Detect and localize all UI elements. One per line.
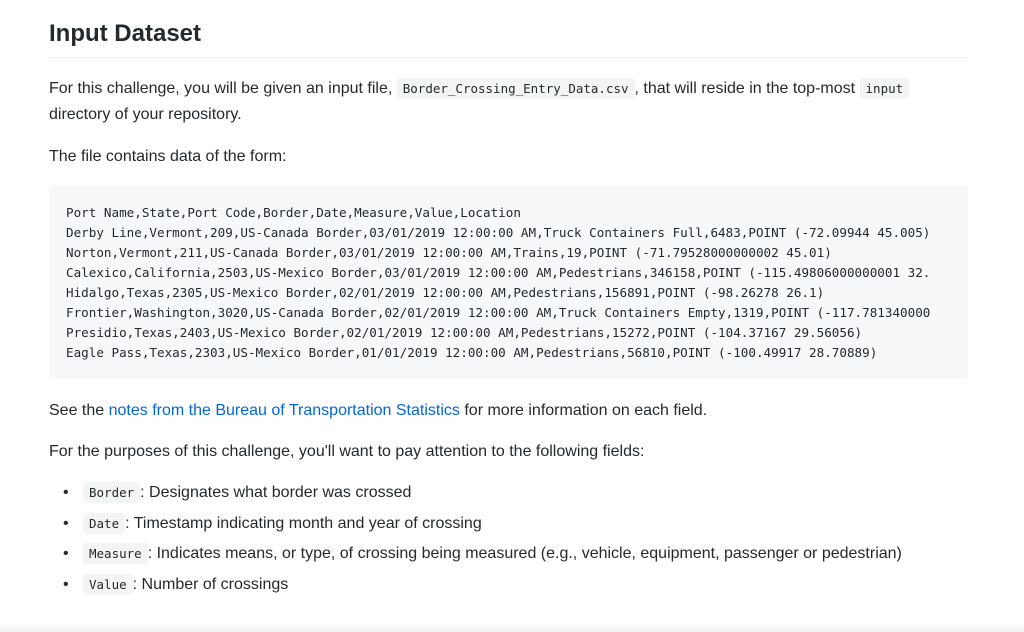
section-heading: Input Dataset (49, 20, 202, 47)
file-name-code: Border_Crossing_Entry_Data.csv (397, 78, 635, 99)
field-name-code: Measure (83, 543, 148, 564)
list-item (63, 572, 968, 598)
code-line: Frontier,Washington,3020,US-Canada Border,02/01/2019 12:00:00 AM,Truck Containers Empty,1319,POINT (-117.781340000 (66, 305, 931, 320)
list-item (63, 511, 968, 537)
code-line: Calexico,California,2503,US-Mexico Border,03/01/2019 12:00:00 AM,Pedestrians,346158,POINT (-115.49806000000001 32. (66, 265, 931, 280)
bullet-icon: • (63, 545, 69, 562)
bts-notes-link[interactable]: notes from the Bureau of Transportation Statistics (108, 402, 460, 419)
code-line: Presidio,Texas,2403,US-Mexico Border,02/01/2019 12:00:00 AM,Pedestrians,15272,POINT (-104.37167 29.56056) (66, 325, 863, 340)
list-item (63, 541, 968, 567)
field-name-code: Date (83, 513, 125, 534)
input-dir-code: input (860, 78, 910, 99)
notes-text-after: for more information on each field. (459, 402, 708, 419)
intro-text-after-file: , that will reside in the top-most (634, 80, 860, 97)
purposes-paragraph: For the purposes of this challenge, you'll want to pay attention to the following fields: (49, 443, 645, 460)
intro-paragraph (49, 76, 968, 128)
intro-text-before-file: For this challenge, you will be given an input file, (49, 80, 397, 97)
code-line: Eagle Pass,Texas,2303,US-Mexico Border,01/01/2019 12:00:00 AM,Pedestrians,56810,POINT (-100.49917 28.70889) (66, 345, 878, 360)
bottom-fade (0, 622, 1024, 632)
fields-list (49, 480, 968, 602)
heading-divider (49, 57, 968, 58)
field-description: : Number of crossings (132, 575, 289, 593)
bullet-icon: • (63, 514, 69, 532)
bullet-icon: • (63, 575, 69, 593)
field-name-code: Border (83, 482, 140, 503)
notes-text-before: See the (49, 402, 109, 419)
bullet-icon: • (63, 484, 69, 501)
list-item (63, 480, 968, 506)
form-intro-paragraph: The file contains data of the form: (49, 148, 287, 165)
field-description: : Indicates means, or type, of crossing being measured (e.g., vehicle, equipment, passenger or pedestrian) (147, 545, 902, 562)
sample-data-codeblock (49, 185, 968, 379)
field-description: : Timestamp indicating month and year of crossing (125, 514, 482, 532)
field-name-code: Value (83, 574, 133, 595)
code-line: Derby Line,Vermont,209,US-Canada Border,03/01/2019 12:00:00 AM,Truck Containers Full,6483,POINT (-72.09944 45.005) (66, 225, 931, 240)
code-line: Port Name,State,Port Code,Border,Date,Measure,Value,Location (66, 205, 521, 220)
notes-paragraph (49, 398, 968, 424)
field-description: : Designates what border was crossed (140, 484, 412, 501)
intro-text-after-dir: directory of your repository. (49, 106, 242, 123)
code-line: Norton,Vermont,211,US-Canada Border,03/01/2019 12:00:00 AM,Trains,19,POINT (-71.79528000000002 45.01) (66, 245, 832, 260)
code-line: Hidalgo,Texas,2305,US-Mexico Border,02/01/2019 12:00:00 AM,Pedestrians,156891,POINT (-98.26278 26.1) (66, 285, 825, 300)
